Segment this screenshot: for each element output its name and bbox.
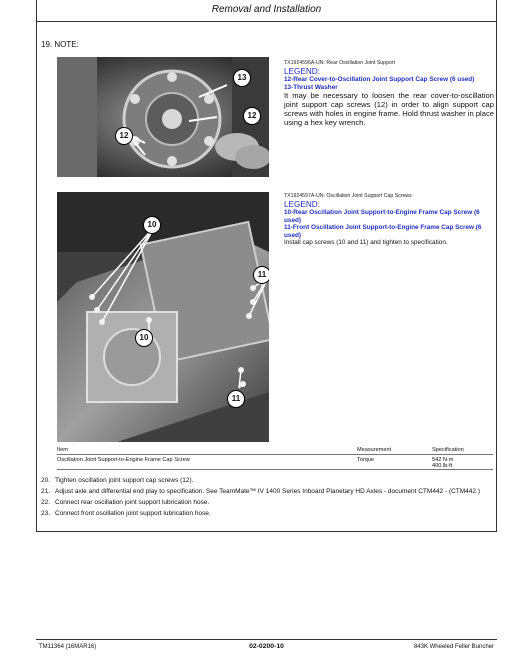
step-19-note: 19. NOTE: [41,40,79,49]
figure2-photo [57,192,269,442]
figure2-legend-title: LEGEND: [284,200,320,209]
list-item [41,477,491,486]
spec-value [432,455,493,470]
callout-10-top: 10 [143,216,161,234]
callout-13: 13 [233,69,251,87]
footer-manual-id: TM11364 (16MAR16) [39,644,97,650]
callout-11-top: 11 [253,266,269,284]
spec-item: Oscillation Joint Support-to-Engine Frame Cap Screw [57,455,357,470]
procedure-steps [41,477,491,521]
step-number: 22. [41,498,51,506]
section-header [37,0,496,22]
figure2-text: Install cap screws (10 and 11) and tighten to specification. [284,239,448,247]
spec-measurement: Torque [357,455,432,470]
figure1-legend-title: LEGEND: [284,67,320,76]
spec-value-imperial: 400 lb-ft [432,463,453,469]
callout-12-left: 12 [115,127,133,145]
footer-page-number: 02-0200-10 [249,643,284,650]
step-text: Tighten oscillation joint support cap screws (12). [55,477,194,484]
figure1-text: It may be necessary to loosen the rear cover-to-oscillation joint support cap screws (12) in order to align support cap screws with holes in engine frame. Hold thrust washer in place using a hex key wrench. [284,91,494,128]
figure1-legend-item: 12-Rear Cover-to-Oscillation Joint Support Cap Screw (6 used) [284,76,475,83]
column-header-specification: Specification [432,447,493,455]
step-text: Connect front oscillation joint support lubrication hose. [55,509,211,517]
specification-table [57,447,493,470]
list-item [41,499,491,508]
figure2-legend-item: 11-Front Oscillation Joint Support-to-Engine Frame Cap Screw (6 used) [284,224,482,239]
callout-11-bottom: 11 [227,390,245,408]
column-header-item: Item [57,447,357,455]
section-title: Removal and Installation [211,4,322,15]
figure1-caption [284,60,494,127]
page-frame [36,0,497,532]
figure2-caption [284,193,494,247]
page-footer [36,639,497,654]
footer-machine-name: 843K Wheeled Feller Buncher [413,644,494,650]
table-row [57,455,493,470]
table-header-row [57,447,493,455]
list-item [41,488,491,497]
step-number: 23. [41,509,51,517]
figure2-legend-item: 10-Rear Oscillation Joint Support-to-Engine Frame Cap Screw (6 used) [284,209,480,224]
spec-value-metric: 542 N·m [432,457,454,463]
figure1-photo [57,57,269,177]
figure1-legend-item: 13-Thrust Washer [284,83,338,91]
figure2-id: TX1924597A-UN: Oscillation Joint Support Cap Screws [284,193,412,199]
callout-10-bottom: 10 [135,329,153,347]
column-header-measurement: Measurement [357,447,432,455]
step-text: Adjust axle and differential end play to specification. See TeamMate™ IV 1400 Series Inboard Planetary HD Axles - document CTM442 - (CTM442.) [55,487,481,495]
step-number: 21. [41,487,51,495]
step-text: Connect rear oscillation joint support lubrication hose. [55,498,210,506]
figure1-id: TX1924596A-UN: Rear Oscillation Joint Support [284,60,396,66]
list-item [41,510,491,519]
callout-12-right: 12 [243,107,261,125]
step-number: 20. [41,477,51,484]
